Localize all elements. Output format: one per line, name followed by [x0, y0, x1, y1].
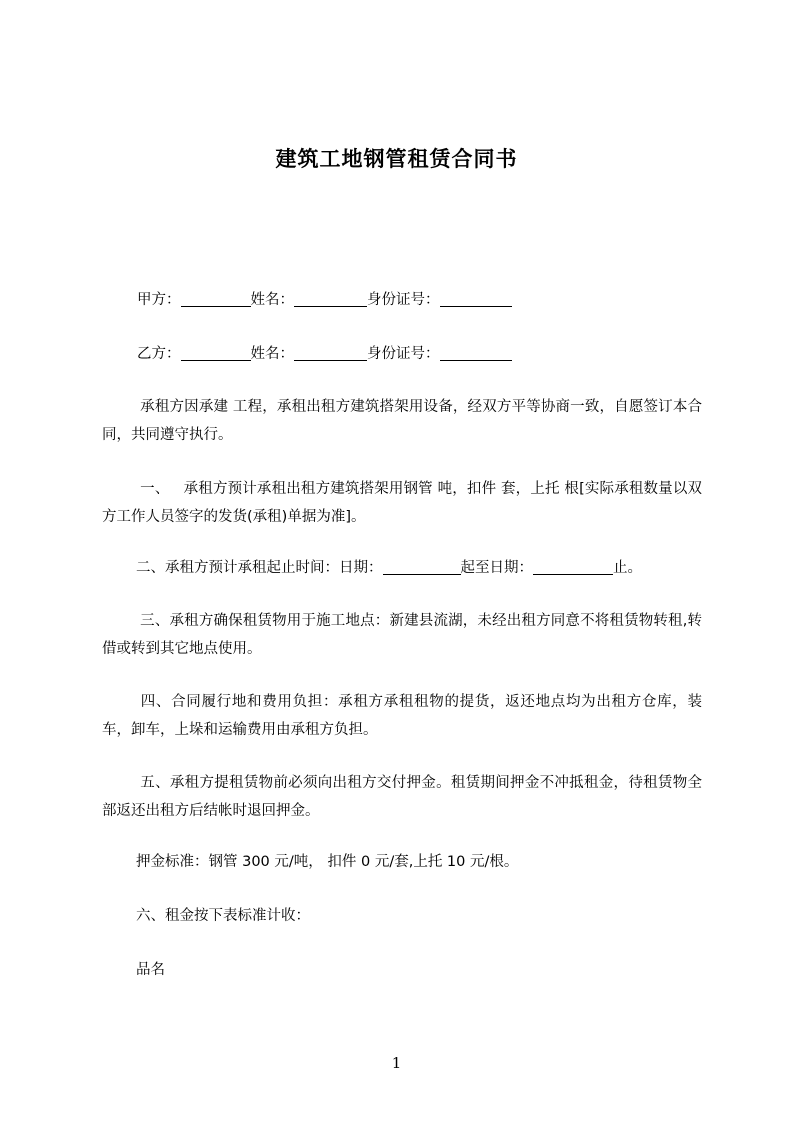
party-b-blank[interactable]: [181, 345, 251, 361]
document-title: 建筑工地钢管租赁合同书: [275, 147, 518, 171]
start-date-blank[interactable]: [383, 559, 461, 575]
clause-2-line: [136, 554, 642, 582]
party-b-id-blank[interactable]: [440, 345, 512, 361]
deposit-line: 押金标准：钢管 300 元/吨， 扣件 0 元/套,上托 10 元/根。: [136, 854, 519, 870]
party-b-label: 乙方：: [137, 346, 181, 362]
clause-5-paragraph: [102, 769, 702, 825]
clause-6-line: 六、租金按下表标准计收：: [136, 908, 310, 924]
end-date-blank[interactable]: [533, 559, 613, 575]
party-a-name-label: 姓名：: [250, 292, 294, 308]
clause-4-text: 四、合同履行地和费用负担：承租方承租租物的提货，返还地点均为出租方仓库，装车，卸车，上垛和运输费用由承租方负担。: [102, 694, 702, 738]
party-a-line: [137, 286, 512, 314]
party-b-name-blank[interactable]: [294, 345, 367, 361]
clause-2-middle: 起至日期：: [460, 560, 533, 576]
product-label: 品名: [136, 962, 165, 978]
clause-1-text: 承租方预计承租出租方建筑搭架用钢管 吨，扣件 套，上托 根[实际承租数量以双方工作人员签字的发货(承租)单据为准]。: [102, 481, 703, 525]
clause-3-text: 三、承租方确保租赁物用于施工地点：新建县流湖，未经出租方同意不将租赁物转租,转借或转到其它地点使用。: [102, 613, 702, 657]
party-a-id-blank[interactable]: [440, 291, 512, 307]
clause-5-text: 五、承租方提租赁物前必须向出租方交付押金。租赁期间押金不冲抵租金，待租赁物全部返还出租方后结帐时退回押金。: [102, 775, 702, 819]
clause-2-prefix: 二、承租方预计承租起止时间：日期：: [136, 560, 383, 576]
clause-4-paragraph: [102, 688, 702, 744]
clause-2-suffix: 止。: [613, 560, 642, 576]
party-a-blank[interactable]: [181, 291, 251, 307]
intro-text: 承租方因承建 工程，承租出租方建筑搭架用设备，经双方平等协商一致，自愿签订本合同，共同遵守执行。: [102, 399, 702, 443]
party-b-line: [137, 340, 512, 368]
intro-paragraph: [102, 393, 702, 449]
party-a-name-blank[interactable]: [294, 291, 367, 307]
party-b-id-label: 身份证号：: [367, 346, 440, 362]
clause-1-number: 一、: [140, 481, 170, 497]
party-a-label: 甲方：: [137, 292, 181, 308]
page-number: 1: [391, 1054, 402, 1072]
clause-1-paragraph: [102, 475, 702, 531]
party-b-name-label: 姓名：: [250, 346, 294, 362]
party-a-id-label: 身份证号：: [367, 292, 440, 308]
clause-3-paragraph: [102, 607, 702, 663]
